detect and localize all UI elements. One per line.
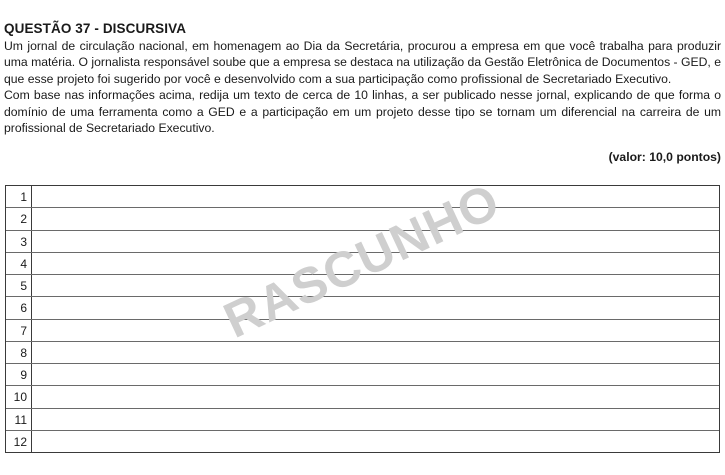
writing-space[interactable] — [33, 431, 719, 453]
line-number: 5 — [6, 275, 32, 296]
answer-line-8 — [6, 342, 719, 364]
line-number: 2 — [6, 208, 32, 229]
writing-space[interactable] — [33, 208, 719, 229]
line-number: 1 — [6, 186, 32, 207]
answer-line-1 — [6, 186, 719, 208]
answer-line-10 — [6, 386, 719, 408]
answer-line-5 — [6, 275, 719, 297]
answer-line-3 — [6, 231, 719, 253]
rascunho-watermark: RASCUNHO — [215, 172, 509, 349]
statement-paragraph-context: Um jornal de circulação nacional, em homenagem ao Dia da Secretária, procurou a empresa em que você trabalha para produzir uma matéria. O jornalista responsável soube que a empresa se destaca na utilização da Gestão Eletrônica de Documentos - GED, e que esse projeto foi sugerido por você e desenvolvido com a sua participação como profissional de Secretariado Executivo. — [4, 39, 721, 86]
line-number: 8 — [6, 342, 32, 363]
answer-line-7 — [6, 320, 719, 342]
answer-line-12 — [6, 431, 719, 453]
answer-line-6 — [6, 297, 719, 319]
writing-space[interactable] — [33, 275, 719, 296]
writing-space[interactable] — [33, 409, 719, 430]
line-number: 7 — [6, 320, 32, 341]
answer-line-4 — [6, 253, 719, 275]
question-statement — [4, 38, 721, 136]
statement-paragraph-instruction: Com base nas informações acima, redija um texto de cerca de 10 linhas, a ser publicado nesse jornal, explicando de que forma o domínio de uma ferramenta como a GED e a participação em um projeto desse tipo se tornam um diferencial na carreira de um profissional de Secretariado Executivo. — [4, 88, 721, 136]
line-number: 10 — [6, 386, 32, 407]
question-title: QUESTÃO 37 - DISCURSIVA — [4, 21, 187, 36]
writing-space[interactable] — [33, 231, 719, 252]
answer-line-11 — [6, 409, 719, 431]
writing-space[interactable] — [33, 253, 719, 274]
answer-line-9 — [6, 364, 719, 386]
writing-space[interactable] — [33, 364, 719, 385]
writing-space[interactable] — [33, 186, 719, 207]
question-score: (valor: 10,0 pontos) — [608, 150, 721, 164]
writing-space[interactable] — [33, 386, 719, 407]
writing-space[interactable] — [33, 297, 719, 318]
line-number: 9 — [6, 364, 32, 385]
line-number: 3 — [6, 231, 32, 252]
line-number: 4 — [6, 253, 32, 274]
answer-sheet — [5, 185, 720, 453]
writing-space[interactable] — [33, 320, 719, 341]
answer-line-2 — [6, 208, 719, 230]
line-number: 6 — [6, 297, 32, 318]
writing-space[interactable] — [33, 342, 719, 363]
line-number: 12 — [6, 431, 32, 453]
line-number: 11 — [6, 409, 32, 430]
